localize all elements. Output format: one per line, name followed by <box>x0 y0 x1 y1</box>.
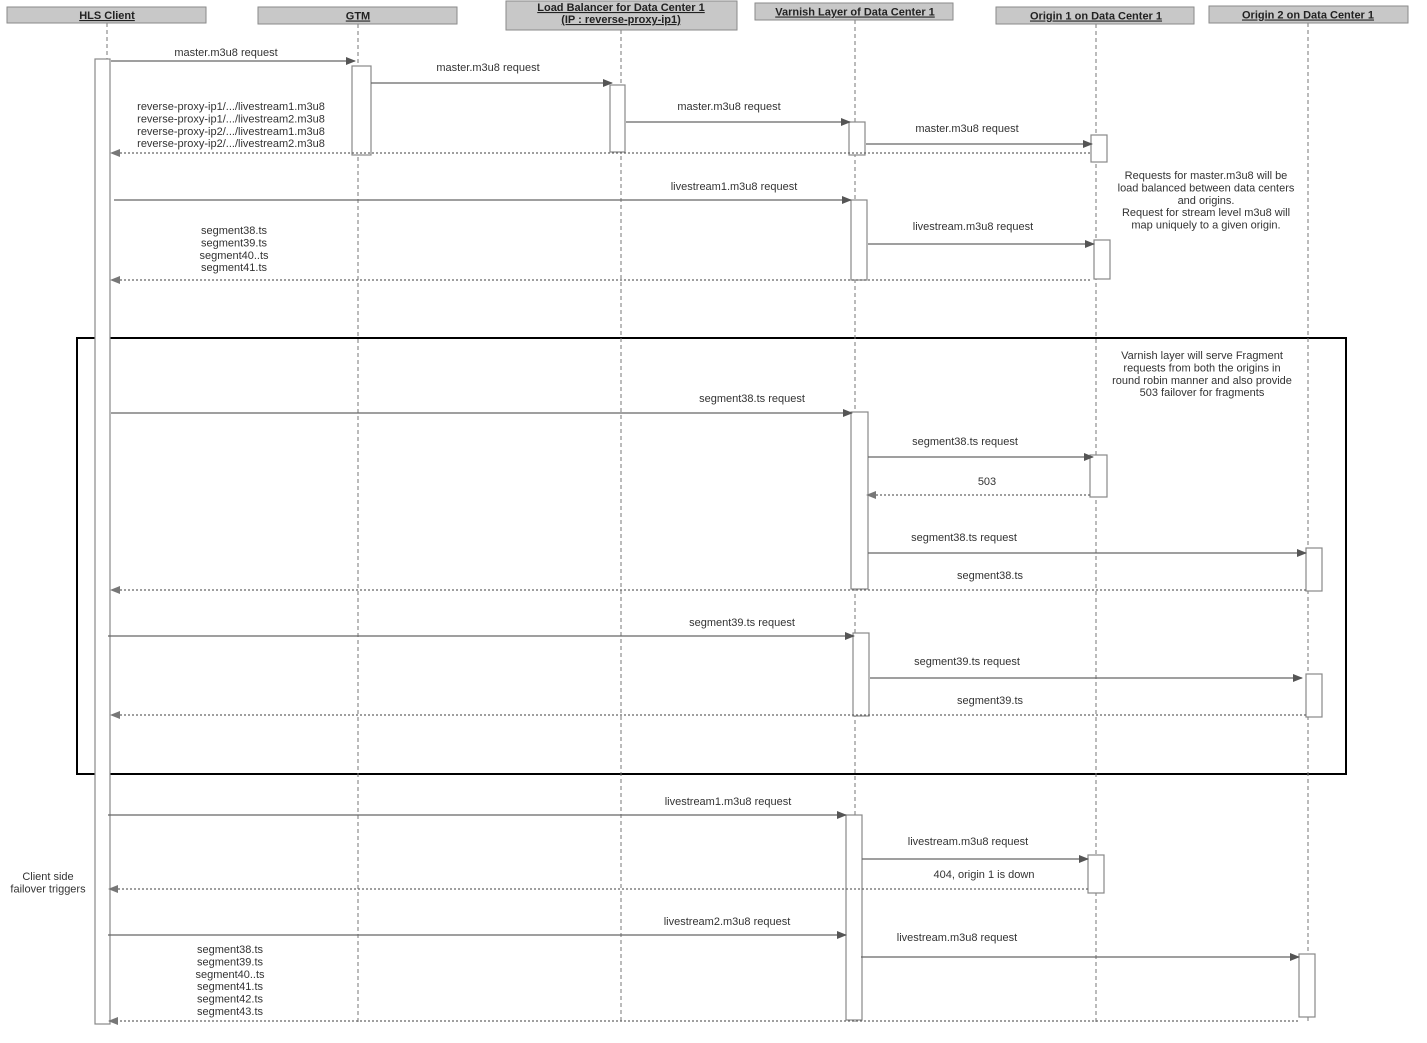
message-label: reverse-proxy-ip2/.../livestream1.m3u8 <box>137 125 325 138</box>
message-m1 <box>111 47 355 61</box>
annotation-note1 <box>1118 170 1295 232</box>
message-label: master.m3u8 request <box>436 62 540 74</box>
participant-label: Load Balancer for Data Center 1 <box>537 2 705 14</box>
activation-bar-varnish <box>853 633 869 716</box>
message-label: livestream2.m3u8 request <box>663 916 791 928</box>
activation-bar-varnish <box>851 200 867 280</box>
participant-label: Origin 2 on Data Center 1 <box>1241 9 1375 22</box>
message-label: segment38.ts request <box>911 532 1017 544</box>
message-m13 <box>111 570 1306 590</box>
participant-label: Origin 1 on Data Center 1 <box>1029 10 1163 23</box>
message-m22 <box>109 944 1298 1021</box>
annotation-line: Request for stream level m3u8 will <box>1121 207 1291 220</box>
message-label: 503 <box>977 476 997 488</box>
activation-bar-varnish <box>849 122 865 155</box>
annotation-line: round robin manner and also provide <box>1112 374 1292 387</box>
side-label-line: Client side <box>22 871 74 883</box>
annotation-line: and origins. <box>1177 194 1235 207</box>
message-label: segment38.ts <box>196 944 264 956</box>
activation-bar-varnish <box>851 412 868 589</box>
annotation-line: Requests for master.m3u8 will be <box>1124 170 1288 182</box>
message-label: segment39.ts <box>196 956 264 969</box>
participant-label: Varnish Layer of Data Center 1 <box>775 6 935 19</box>
message-m16 <box>111 695 1306 715</box>
annotation-note2 <box>1112 350 1292 399</box>
annotation-line: load balanced between data centers <box>1117 182 1295 195</box>
message-m20 <box>108 916 846 935</box>
message-label: reverse-proxy-ip2/.../livestream2.m3u8 <box>137 138 325 151</box>
message-label: livestream.m3u8 request <box>912 221 1034 233</box>
message-m2 <box>371 62 612 83</box>
message-m21 <box>861 932 1299 957</box>
annotation-line: 503 failover for fragments <box>1139 387 1265 400</box>
participant-gtm <box>258 7 457 24</box>
message-label: segment43.ts <box>196 1006 264 1018</box>
activation-bar-gtm <box>352 66 371 155</box>
message-m18 <box>862 836 1088 859</box>
message-label: reverse-proxy-ip1/.../livestream1.m3u8 <box>137 101 325 113</box>
message-label: master.m3u8 request <box>915 123 1019 135</box>
side-label-line: failover triggers <box>10 883 86 896</box>
message-label: master.m3u8 request <box>174 47 278 59</box>
participant-label: GTM <box>345 10 371 23</box>
message-label: segment38.ts <box>200 225 268 237</box>
message-label: livestream1.m3u8 request <box>670 181 798 193</box>
message-label: segment38.ts <box>956 570 1024 582</box>
annotation-line: map uniquely to a given origin. <box>1131 219 1281 232</box>
message-m7 <box>868 221 1094 244</box>
message-label: segment38.ts request <box>699 393 805 405</box>
message-m9 <box>111 393 852 413</box>
message-label: segment41.ts <box>196 981 264 994</box>
client-failover-label <box>10 871 86 895</box>
message-label: segment40..ts <box>199 249 269 262</box>
message-label: segment39.ts request <box>689 617 795 629</box>
activation-bar-origin2 <box>1299 954 1315 1017</box>
message-label: segment39.ts <box>956 695 1024 707</box>
message-m8 <box>111 225 1090 280</box>
message-m17 <box>108 796 846 815</box>
participant-hls <box>7 7 206 23</box>
annotation-line: requests from both the origins in <box>1123 362 1281 375</box>
activation-bar-origin1 <box>1090 455 1107 497</box>
activation-bar-varnish <box>846 815 862 1020</box>
message-label: livestream.m3u8 request <box>907 836 1029 848</box>
message-label: reverse-proxy-ip1/.../livestream2.m3u8 <box>137 113 325 126</box>
activation-bar-origin1 <box>1088 855 1104 893</box>
activation-bar-origin1 <box>1091 135 1107 162</box>
message-label: segment41.ts <box>200 262 268 275</box>
message-label: livestream.m3u8 request <box>896 932 1018 944</box>
message-m12 <box>868 532 1306 553</box>
annotation-line: Varnish layer will serve Fragment <box>1121 350 1283 362</box>
message-m19 <box>109 869 1088 889</box>
participant-lb <box>506 1 737 30</box>
message-label: 404, origin 1 is down <box>933 869 1035 881</box>
message-m14 <box>108 617 854 636</box>
participant-origin1 <box>996 7 1194 24</box>
message-label: master.m3u8 request <box>677 101 781 113</box>
message-m10 <box>868 436 1093 457</box>
participant-origin2 <box>1209 6 1408 23</box>
message-label: livestream1.m3u8 request <box>664 796 792 808</box>
message-label: segment39.ts <box>200 237 268 250</box>
message-label: segment38.ts request <box>912 436 1018 448</box>
message-m15 <box>870 656 1302 678</box>
message-m11 <box>867 476 1090 495</box>
participant-varnish <box>755 3 953 20</box>
activation-bar-origin2 <box>1306 674 1322 717</box>
activation-bar-hls <box>95 59 110 1024</box>
participant-label: (IP : reverse-proxy-ip1) <box>561 14 681 26</box>
message-label: segment40..ts <box>195 968 265 981</box>
message-label: segment42.ts <box>196 993 264 1006</box>
activation-bar-origin2 <box>1306 548 1322 591</box>
activation-bar-lb <box>610 85 625 152</box>
activation-bar-origin1 <box>1094 240 1110 279</box>
message-label: segment39.ts request <box>914 656 1020 668</box>
message-m6 <box>114 181 851 200</box>
participant-label: HLS Client <box>79 10 135 22</box>
message-m3 <box>626 101 850 122</box>
message-m4 <box>866 123 1092 144</box>
